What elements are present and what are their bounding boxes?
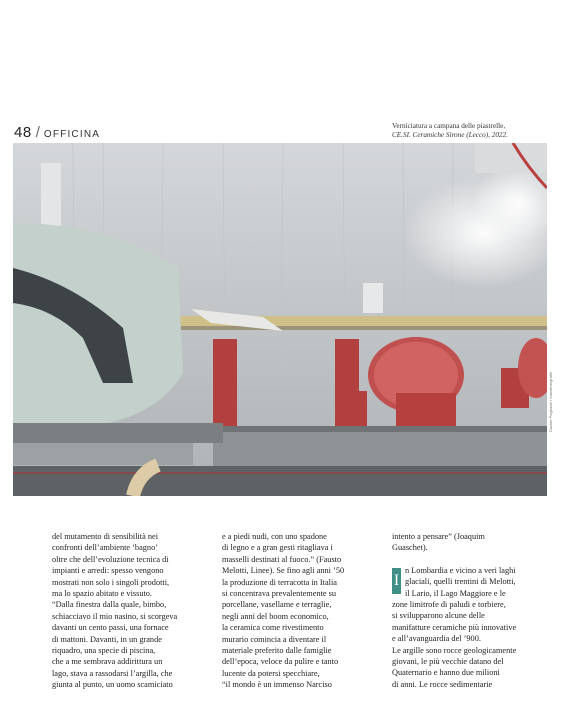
text-line: Guaschet). (392, 543, 428, 553)
text-line: intento a pensare” (Joaquim (392, 532, 485, 541)
text-line: davanti un cento passi, una fornace (52, 623, 169, 633)
text-line: giunta al punto, un uomo scamiciato (52, 680, 173, 690)
text-line: materiale preferito dalle famiglie (222, 646, 332, 656)
text-line: Le argille sono rocce geologicamente (392, 645, 517, 655)
text-line: confronti dell’ambiente ‘bagno’ (52, 543, 158, 553)
page-header (14, 124, 100, 141)
text-line: glaciali, quelli trentini di Melotti, (405, 577, 516, 587)
text-line: Quaternario e hanno due milioni (392, 668, 500, 678)
text-column-3 (392, 531, 552, 690)
text-column-1 (52, 531, 207, 691)
text-line: e a piedi nudi, con uno spadone (222, 532, 327, 541)
text-line: impianti e arredi: spesso vengono (52, 566, 164, 576)
caption-line-1: Verniciatura a campana delle piastrelle, (392, 122, 506, 130)
text-line: e all’avanguardia del ’900. (392, 634, 481, 644)
factory-photo (13, 143, 547, 496)
text-line: masselli destinati al fuoco.” (Fausto (222, 554, 342, 564)
paragraph-gap (392, 554, 552, 565)
text-line: porcellane, vasellame e terraglie, (222, 600, 332, 610)
text-line: giovani, le più vecchie datano del (392, 657, 504, 667)
page-number: 48 (14, 124, 32, 141)
text-line: zone limitrofe di paludi e torbiere, (392, 600, 506, 610)
text-line: riquadro, una specie di piscina, (52, 646, 156, 656)
text-line: di mattoni. Davanti, in un grande (52, 634, 162, 644)
text-column-2 (222, 531, 377, 691)
drop-cap: I (392, 568, 401, 594)
text-line: manifatture ceramiche più innovative (392, 622, 517, 632)
text-line: murario comincia a diventare il (222, 634, 327, 644)
text-line: la ceramica come rivestimento (222, 623, 324, 633)
text-line: si concentrava prevalentemente su (222, 589, 337, 599)
text-line: mostrati non solo i singoli prodotti, (52, 577, 170, 587)
text-line: “Dalla finestra dalla quale, bimbo, (52, 600, 167, 610)
text-line: n Lombardia e vicino a veri laghi (405, 565, 516, 575)
text-line: lucente da potersi specchiare, (222, 668, 320, 678)
caption-line-2: CE.SI. Ceramiche Sirone (Lecco), 2022. (392, 131, 508, 139)
photo-caption (392, 122, 572, 140)
text-line: lago, stava a rassodarsi l’argilla, che (52, 668, 173, 678)
text-line: “il mondo è un immenso Narciso (222, 680, 332, 690)
header-separator: / (35, 124, 40, 141)
text-line: la produzione di terracotta in Italia (222, 577, 337, 587)
section-title: OFFICINA (43, 129, 101, 140)
text-line: dell’epoca, veloce da pulire e tanto (222, 657, 339, 667)
photo-credit: Davide Pagliarini / Inandfotografie (548, 371, 553, 432)
text-line: schiacciavo il mio nasino, si scorgeva (52, 611, 178, 621)
text-line: che a me sembrava addirittura un (52, 657, 163, 667)
text-line: ma lo spazio abitato e vissuto. (52, 589, 153, 599)
text-line: si svilupparono alcune delle (392, 611, 485, 621)
text-line: di anni. Le rocce sedimentarie (392, 679, 493, 689)
text-line: Melotti, Linee). Se fino agli anni ’50 (222, 566, 345, 576)
text-line: il Lario, il Lago Maggiore e le (405, 588, 506, 598)
text-line: negli anni del boom economico, (222, 611, 329, 621)
text-line: del mutamento di sensibilità nei (52, 532, 158, 541)
text-line: di legno e a gran gesti ritagliava i (222, 543, 333, 553)
text-line: oltre che dell’evoluzione tecnica di (52, 554, 169, 564)
factory-photo-illustration (13, 143, 547, 496)
